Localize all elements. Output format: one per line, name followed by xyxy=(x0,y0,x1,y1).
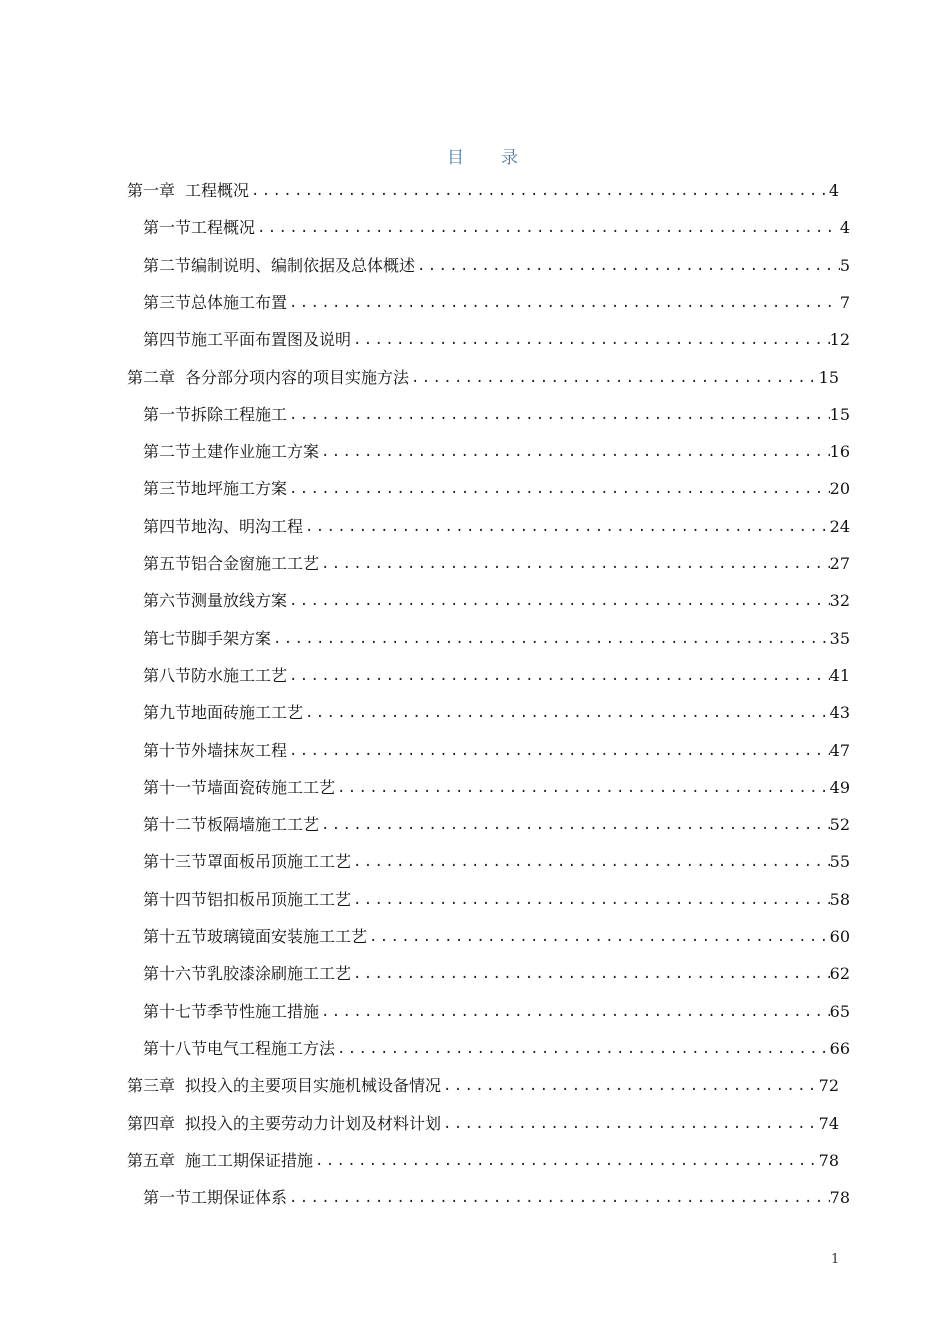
toc-entry-page: 49 xyxy=(829,777,850,797)
toc-entry-title: 地坪施工方案 xyxy=(191,479,288,499)
toc-dot-leader xyxy=(335,1035,830,1063)
toc-entry-number: 第十三节 xyxy=(143,852,208,872)
toc-entry-number: 第一节 xyxy=(143,1188,192,1208)
toc-entry-title: 拆除工程施工 xyxy=(191,404,288,424)
toc-entry-page: 20 xyxy=(829,479,850,499)
toc-entry-number: 第十一节 xyxy=(143,777,208,797)
toc-title: 目 录 xyxy=(447,148,528,168)
toc-entry-title: 铝合金窗施工工艺 xyxy=(191,554,320,573)
toc-dot-leader xyxy=(313,1147,819,1175)
toc-entry-page: 35 xyxy=(829,628,850,648)
toc-section-entry[interactable] xyxy=(143,625,850,653)
toc-entry-number: 第十四节 xyxy=(143,889,208,909)
toc-entry-number: 第十七节 xyxy=(143,1001,208,1021)
toc-dot-leader xyxy=(287,1184,830,1212)
toc-entry-number: 第七节 xyxy=(143,628,192,648)
toc-entry-number: 第八节 xyxy=(143,665,192,685)
toc-section-entry[interactable] xyxy=(143,401,850,429)
toc-section-entry[interactable] xyxy=(143,1184,850,1212)
toc-section-entry[interactable] xyxy=(143,289,850,317)
toc-dot-leader xyxy=(249,177,828,205)
toc-entry-page: 43 xyxy=(829,703,850,723)
toc-dot-leader xyxy=(303,699,830,727)
toc-entry-title: 墙面瓷砖施工工艺 xyxy=(207,777,336,797)
toc-section-entry[interactable] xyxy=(143,848,850,876)
toc-entry-number: 第九节 xyxy=(143,703,192,723)
toc-section-entry[interactable] xyxy=(143,699,850,727)
toc-entry-page: 5 xyxy=(839,255,850,275)
toc-entry-page: 78 xyxy=(829,1188,850,1208)
toc-entry-title: 拟投入的主要劳动力计划及材料计划 xyxy=(185,1113,442,1133)
toc-entry-number: 第四节 xyxy=(143,516,192,536)
toc-entry-title: 施工工期保证措施 xyxy=(185,1150,314,1170)
toc-entry-title: 施工平面布置图及说明 xyxy=(191,330,352,350)
toc-entry-title: 地沟、明沟工程 xyxy=(191,516,304,536)
toc-entry-page: 15 xyxy=(829,404,850,424)
toc-entry-title: 电气工程施工方法 xyxy=(207,1038,336,1058)
toc-entry-number: 第三章 xyxy=(127,1076,176,1096)
toc-section-entry[interactable] xyxy=(143,252,850,280)
toc-entry-title: 拟投入的主要项目实施机械设备情况 xyxy=(185,1076,442,1096)
toc-entry-title: 土建作业施工方案 xyxy=(191,442,320,462)
toc-dot-leader xyxy=(319,550,830,578)
toc-entry-page: 24 xyxy=(829,516,850,536)
toc-entry-number: 第十八节 xyxy=(143,1038,208,1058)
toc-entry-title: 防水施工工艺 xyxy=(191,665,288,685)
toc-entry-title: 板隔墙施工工艺 xyxy=(207,815,320,835)
toc-entry-title: 编制说明、编制依据及总体概述 xyxy=(191,255,416,275)
toc-entry-title: 脚手架方案 xyxy=(191,628,272,648)
toc-chapter-entry[interactable] xyxy=(127,1072,839,1100)
toc-dot-leader xyxy=(319,438,830,466)
toc-entry-page: 66 xyxy=(829,1038,850,1058)
toc-dot-leader xyxy=(287,475,830,503)
toc-section-entry[interactable] xyxy=(143,998,850,1026)
toc-chapter-entry[interactable] xyxy=(127,364,839,392)
toc-entry-title: 铝扣板吊顶施工工艺 xyxy=(207,889,352,909)
toc-section-entry[interactable] xyxy=(143,438,850,466)
toc-entry-title: 玻璃镜面安装施工工艺 xyxy=(207,927,368,946)
toc-entry-page: 47 xyxy=(829,740,850,760)
toc-entry-number: 第十节 xyxy=(143,740,192,760)
toc-entry-title: 各分部分项内容的项目实施方法 xyxy=(185,367,410,387)
toc-entry-number: 第五章 xyxy=(127,1150,176,1170)
toc-entry-number: 第六节 xyxy=(143,591,192,611)
toc-section-entry[interactable] xyxy=(143,475,850,503)
toc-entry-number: 第十五节 xyxy=(143,927,208,946)
toc-entry-number: 第四节 xyxy=(143,330,192,350)
toc-dot-leader xyxy=(287,401,830,429)
toc-dot-leader xyxy=(415,252,840,280)
toc-dot-leader xyxy=(287,587,830,615)
toc-entry-title: 地面砖施工工艺 xyxy=(191,703,304,723)
toc-chapter-entry[interactable] xyxy=(127,1147,839,1175)
toc-entry-page: 4 xyxy=(828,181,839,200)
toc-dot-leader xyxy=(367,923,830,951)
toc-section-entry[interactable] xyxy=(143,811,850,839)
toc-entry-page: 62 xyxy=(829,964,850,984)
toc-entry-number: 第一节 xyxy=(143,218,192,238)
toc-dot-leader xyxy=(351,886,830,914)
toc-section-entry[interactable] xyxy=(143,513,850,541)
toc-section-entry[interactable] xyxy=(143,923,850,951)
toc-entry-page: 32 xyxy=(829,591,850,611)
toc-entry-number: 第一章 xyxy=(127,181,176,200)
toc-section-entry[interactable] xyxy=(143,737,850,765)
toc-section-entry[interactable] xyxy=(143,550,850,578)
toc-dot-leader xyxy=(319,998,830,1026)
toc-dot-leader xyxy=(441,1110,819,1138)
toc-section-entry[interactable] xyxy=(143,587,850,615)
toc-entry-page: 41 xyxy=(829,665,850,685)
toc-entry-page: 7 xyxy=(839,292,850,312)
toc-entry-page: 58 xyxy=(829,889,850,909)
toc-entry-page: 78 xyxy=(818,1150,839,1170)
toc-entry-number: 第一节 xyxy=(143,404,192,424)
toc-entry-number: 第十六节 xyxy=(143,964,208,984)
toc-dot-leader xyxy=(287,289,839,317)
toc-entry-page: 74 xyxy=(818,1113,839,1133)
toc-section-entry[interactable] xyxy=(143,774,850,802)
toc-entry-title: 罩面板吊顶施工工艺 xyxy=(207,852,352,872)
toc-entry-page: 16 xyxy=(829,442,850,462)
toc-entry-title: 工程概况 xyxy=(191,218,256,238)
toc-dot-leader xyxy=(319,811,830,839)
toc-entry-page: 4 xyxy=(839,218,850,238)
toc-dot-leader xyxy=(351,960,830,988)
toc-dot-leader xyxy=(303,513,830,541)
toc-section-entry[interactable] xyxy=(143,960,850,988)
page-number: 1 xyxy=(831,1252,840,1267)
toc-chapter-entry[interactable] xyxy=(127,177,839,205)
toc-entry-title: 总体施工布置 xyxy=(191,292,288,312)
toc-entry-number: 第五节 xyxy=(143,554,192,573)
toc-entry-title: 工程概况 xyxy=(185,181,250,200)
toc-entry-number: 第二节 xyxy=(143,255,192,275)
toc-dot-leader xyxy=(287,737,830,765)
toc-dot-leader xyxy=(409,364,819,392)
toc-entry-number: 第四章 xyxy=(127,1113,176,1133)
toc-dot-leader xyxy=(351,848,830,876)
toc-entry-number: 第二节 xyxy=(143,442,192,462)
toc-entry-title: 季节性施工措施 xyxy=(207,1001,320,1021)
toc-entry-page: 52 xyxy=(829,815,850,835)
toc-entry-page: 55 xyxy=(829,852,850,872)
toc-entry-page: 72 xyxy=(818,1076,839,1096)
toc-entry-number: 第二章 xyxy=(127,367,176,387)
toc-dot-leader xyxy=(351,326,830,354)
toc-section-entry[interactable] xyxy=(143,214,850,242)
toc-entry-number: 第十二节 xyxy=(143,815,208,835)
toc-entry-page: 65 xyxy=(829,1001,850,1021)
toc-chapter-entry[interactable] xyxy=(127,1110,839,1138)
toc-dot-leader xyxy=(441,1072,819,1100)
toc-section-entry[interactable] xyxy=(143,326,850,354)
toc-entry-title: 工期保证体系 xyxy=(191,1188,288,1208)
toc-dot-leader xyxy=(335,774,830,802)
toc-entry-page: 15 xyxy=(818,367,839,387)
toc-entry-page: 12 xyxy=(829,330,850,350)
toc-entry-page: 60 xyxy=(829,927,850,946)
toc-dot-leader xyxy=(255,214,839,242)
toc-entry-title: 乳胶漆涂刷施工工艺 xyxy=(207,964,352,984)
toc-entry-title: 外墙抹灰工程 xyxy=(191,740,288,760)
toc-section-entry[interactable] xyxy=(143,886,850,914)
toc-dot-leader xyxy=(271,625,830,653)
toc-entry-page: 27 xyxy=(829,554,850,573)
toc-entry-number: 第三节 xyxy=(143,292,192,312)
toc-dot-leader xyxy=(287,662,830,690)
toc-entry-number: 第三节 xyxy=(143,479,192,499)
toc-entry-title: 测量放线方案 xyxy=(191,591,288,611)
toc-section-entry[interactable] xyxy=(143,662,850,690)
toc-section-entry[interactable] xyxy=(143,1035,850,1063)
